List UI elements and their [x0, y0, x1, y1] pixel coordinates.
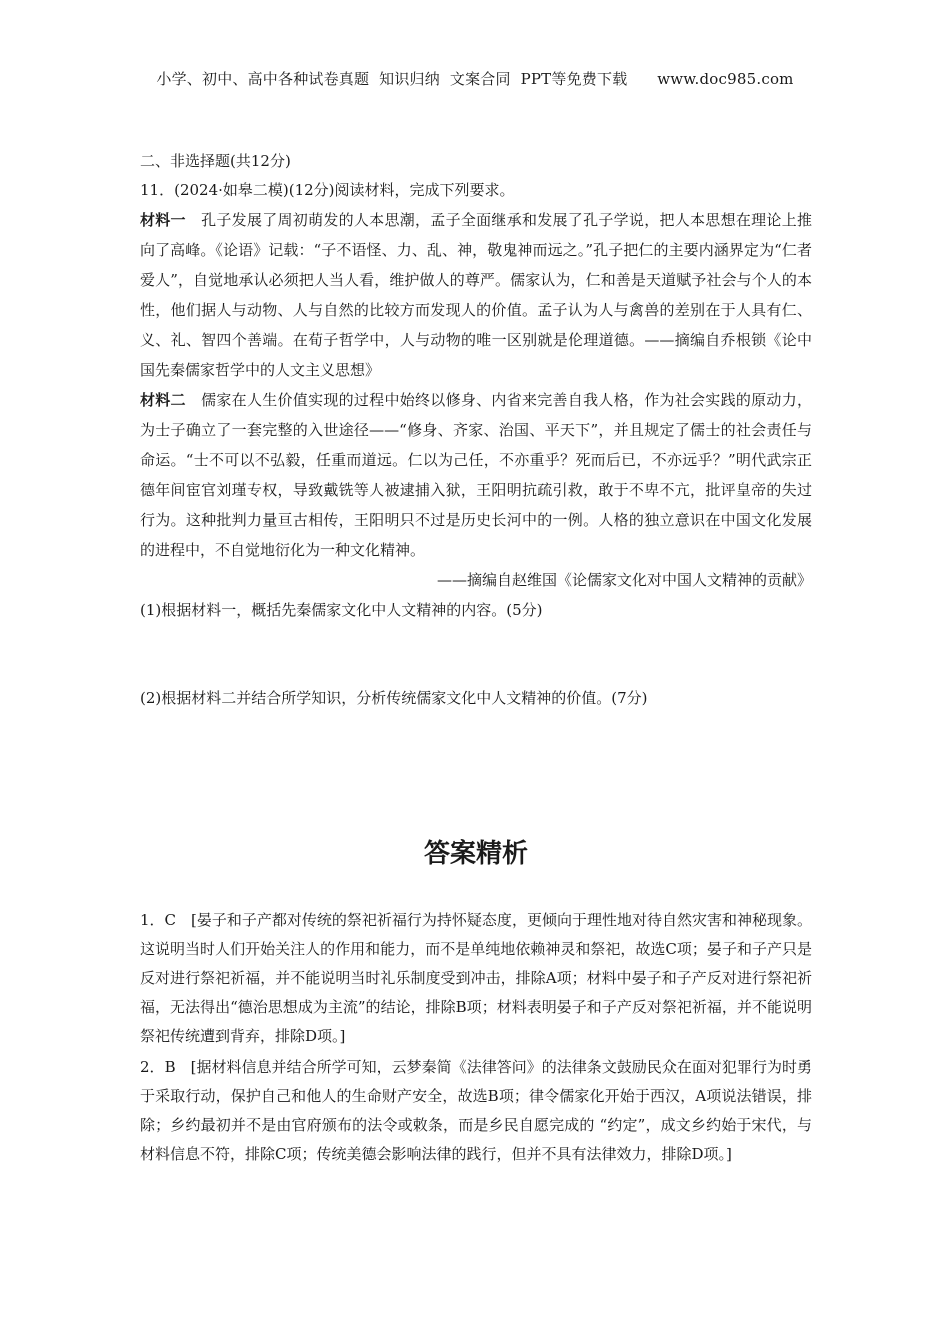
answer-2: 2．B [据材料信息并结合所学可知，云梦秦简《法律答问》的法律条文鼓励民众在面对犯罪行为时勇于采取行动，保护自己和他人的生命财产安全，故选B项；律令儒家化开始于西汉，A项说法错误，排除；乡约最初并不是由官府颁布的法令或敕条，而是乡民自愿完成的 “约定”，成文乡约始于宋代，与材料信息不符，排除C项；传统美德会影响法律的践行，但并不具有法律效力，排除D项。] [140, 1058, 812, 1163]
answers-title: 答案精析 [423, 839, 528, 869]
material-2 [140, 385, 812, 565]
sub-question-1: (1)根据材料一，概括先秦儒家文化中人文精神的内容。(5分) [140, 601, 543, 619]
main-content [140, 150, 812, 1169]
material-1-label: 材料一 [140, 211, 186, 229]
material-1-text: 孔子发展了周初萌发的人本思潮，孟子全面继承和发展了孔子学说，把人本思想在理论上推向了高峰。《论语》记载：“子不语怪、力、乱、神，敬鬼神而远之。”孔子把仁的主要内涵界定为“仁者爱人”，自觉地承认必须把人当人看，维护做人的尊严。儒家认为，仁和善是天道赋予社会与个人的本性，他们据人与动物、人与自然的比较方而发现人的价值。孟子认为人与禽兽的差别在于人具有仁、义、礼、智四个善端。在荀子哲学中，人与动物的唯一区别就是伦理道德。——摘编自乔根锁《论中国先秦儒家哲学中的人文主义思想》 [140, 211, 812, 379]
answer-1: 1．C [晏子和子产都对传统的祭祀祈福行为持怀疑态度，更倾向于理性地对待自然灾害和神秘现象。这说明当时人们开始关注人的作用和能力，而不是单纯地依赖神灵和祭祀，故选C项；晏子和子产只是反对进行祭祀祈福，并不能说明当时礼乐制度受到冲击，排除A项；材料中晏子和子产反对进行祭祀祈福，无法得出“德治思想成为主流”的结论，排除B项；材料表明晏子和子产反对祭祀祈福，并不能说明祭祀传统遭到背弃，排除D项。] [140, 911, 812, 1045]
section-title: 二、非选择题(共12分) [140, 152, 291, 170]
material-2-text: 儒家在人生价值实现的过程中始终以修身、内省来完善自我人格，作为社会实践的原动力，为士子确立了一套完整的入世途径——“修身、齐家、治国、平天下”，并且规定了儒士的社会责任与命运。“士不可以不弘毅，任重而道远。仁以为己任，不亦重乎？死而后已，不亦远乎？”明代武宗正德年间宦官刘瑾专权，导致戴铣等人被逮捕入狱，王阳明抗疏引救，敢于不卑不亢，批评皇帝的失过行为。这种批判力量亘古相传，王阳明只不过是历史长河中的一例。人格的独立意识在中国文化发展的进程中，不自觉地衍化为一种文化精神。 [140, 391, 812, 559]
sub-question-2: (2)根据材料二并结合所学知识，分析传统儒家文化中人文精神的价值。(7分) [140, 689, 648, 707]
material-1 [140, 205, 812, 385]
material-2-source: ——摘编自赵维国《论儒家文化对中国人文精神的贡献》 [436, 571, 812, 589]
question-11: 11．(2024·如皋二模)(12分)阅读材料，完成下列要求。 [140, 181, 515, 199]
material-2-label: 材料二 [140, 391, 186, 409]
page-header: 小学、初中、高中各种试卷真题 知识归纳 文案合同 PPT等免费下载 www.doc985.com [156, 70, 794, 88]
